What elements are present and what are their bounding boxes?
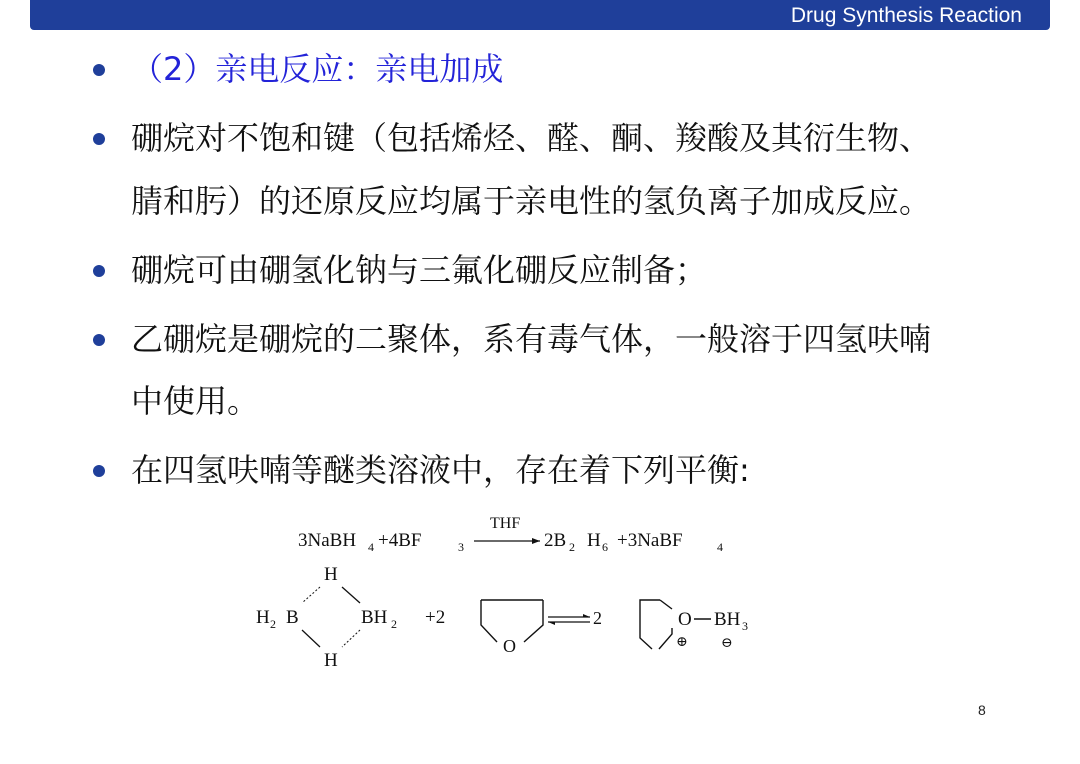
bullet-dot <box>88 127 110 149</box>
bullet-text-continuation: 中使用。 <box>131 382 260 420</box>
eq1-condition-thf: THF <box>490 515 521 532</box>
eq2-bond-solid <box>302 630 320 647</box>
eq1-product-nabf: +3NaBF <box>617 530 683 551</box>
positive-charge: ⊕ <box>676 635 688 650</box>
eq2-h2b-b: B <box>286 607 299 628</box>
eq1-sub-2: 2 <box>569 540 575 554</box>
complex-ring-right <box>659 628 672 649</box>
complex-ring-upper <box>660 600 672 609</box>
eq2-bridge-h-top: H <box>324 564 338 585</box>
bullet-text: 在四氢呋喃等醚类溶液中，存在着下列平衡: <box>131 451 750 489</box>
bullet-text: （2）亲电反应：亲电加成 <box>131 50 504 88</box>
eq1-sub-3: 3 <box>458 540 464 554</box>
eq1-product-b: 2B <box>544 530 567 551</box>
eq1-reactant-bf: +4BF <box>378 530 422 551</box>
eq2-h2b-sub: 2 <box>270 617 276 631</box>
bullet-dot <box>88 259 110 281</box>
bullet-text: 硼烷可由硼氢化钠与三氟化硼反应制备； <box>131 251 708 289</box>
negative-charge: ⊖ <box>721 636 733 651</box>
eq2-bond-solid <box>342 587 360 603</box>
bullet-dot <box>88 459 110 481</box>
eq2-h2b-h: H <box>256 607 270 628</box>
thf-ring-left <box>481 600 497 642</box>
eq2-bond-dashed <box>302 587 320 603</box>
bullet-text: 乙硼烷是硼烷的二聚体，系有毒气体，一般溶于四氢呋喃 <box>131 320 932 358</box>
complex-bh: BH <box>714 609 741 630</box>
eq1-reactant-nabh: 3NaBH <box>298 530 357 551</box>
complex-bh-sub: 3 <box>742 619 748 633</box>
header-bar <box>30 0 1050 30</box>
thf-oxygen: O <box>503 636 516 656</box>
eq1-product-h: H <box>587 530 601 551</box>
eq1-sub-6: 6 <box>602 540 608 554</box>
eq2-bond-dashed <box>342 630 360 647</box>
eq2-bh2-right: BH <box>361 607 388 628</box>
thf-ring-right <box>524 600 543 642</box>
header-title: Drug Synthesis Reaction <box>790 4 1022 27</box>
bullet-text: 硼烷对不饱和键（包括烯烃、醛、酮、羧酸及其衍生物、 <box>131 119 932 157</box>
bullet-text-continuation: 腈和肟）的还原反应均属于亲电性的氢负离子加成反应。 <box>131 182 932 220</box>
eq2-bh2-sub: 2 <box>391 617 397 631</box>
complex-ring-top <box>640 600 660 649</box>
bullet-dot <box>88 328 110 350</box>
complex-oxygen: O <box>678 609 692 630</box>
reaction-equations <box>250 508 780 678</box>
eq2-coef-two: 2 <box>593 608 602 628</box>
eq1-arrowhead <box>532 538 540 544</box>
eq2-bridge-h-bottom: H <box>324 650 338 671</box>
eq1-sub-4: 4 <box>368 540 374 554</box>
page-number: 8 <box>978 702 986 718</box>
eq2-plus-two: +2 <box>425 607 446 628</box>
eq1-sub-4b: 4 <box>717 540 723 554</box>
bullet-dot <box>88 58 110 80</box>
